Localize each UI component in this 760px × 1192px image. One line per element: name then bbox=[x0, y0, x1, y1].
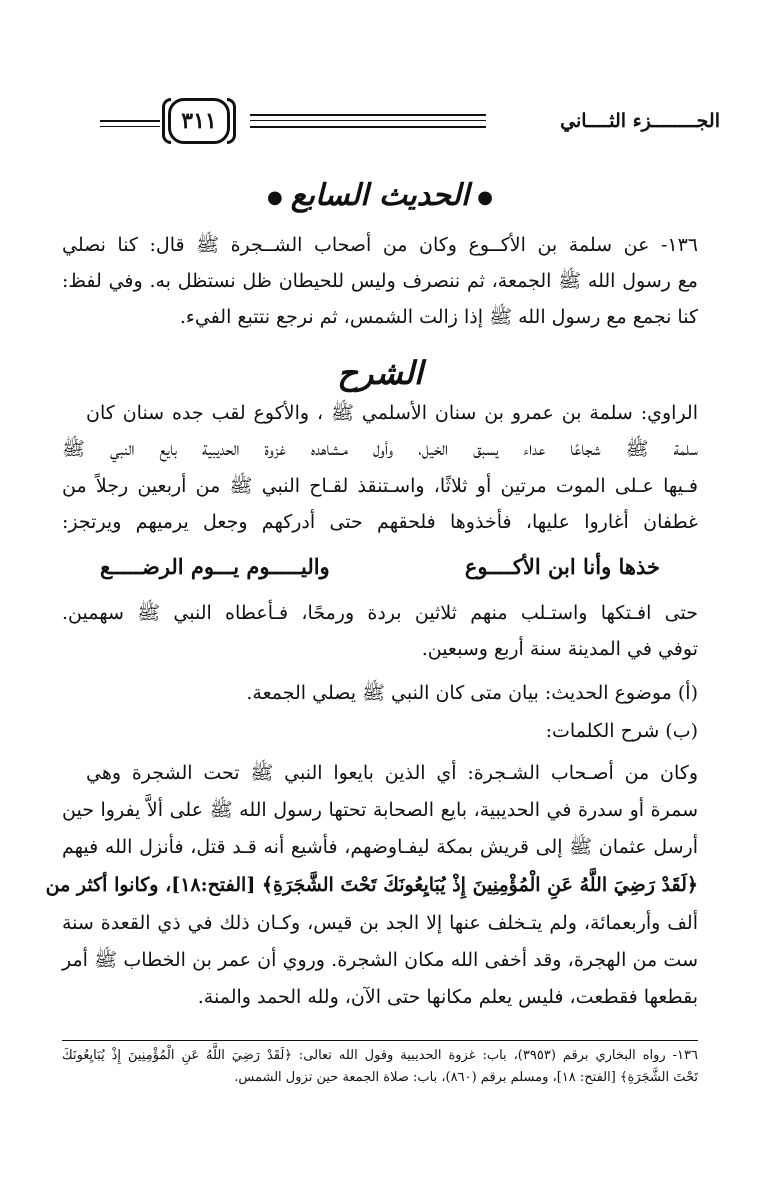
narrator-line-4: غطفان أغاروا عليها، فأخذوها فلحقهم حتى أدركهم وجعل يرميهم ويرتجز: bbox=[62, 511, 698, 533]
poem-verse bbox=[100, 554, 660, 579]
page-header bbox=[100, 96, 720, 146]
running-title: الجــــــــزء الثــــاني bbox=[560, 110, 720, 132]
header-rule-left-thin bbox=[100, 126, 160, 127]
hadith-title bbox=[0, 178, 760, 213]
header-rule-top bbox=[250, 114, 486, 116]
footnote-line-2: تَحْتَ الشَّجَرَةِ﴾ [الفتح: ١٨]، ومسلم برقم (٨٦٠)، باب: صلاة الجمعة حين تزول الشمس. bbox=[234, 1070, 698, 1085]
header-rule-left bbox=[100, 120, 160, 122]
topic-line: (أ) موضوع الحديث: بيان متى كان النبي ﷺ يصلي الجمعة. bbox=[246, 682, 698, 704]
poem-hemistich-1: خذها وأنا ابن الأكــــوع bbox=[464, 554, 660, 579]
words-line-4: ﴿لَقَدْ رَضِيَ اللَّهُ عَنِ الْمُؤْمِنِينَ إِذْ يُبَايِعُونَكَ تَحْتَ الشَّجَرَةِ﴾ [الفتح:١٨]، وكانوا أكثر من bbox=[45, 874, 698, 896]
words-line-7: بقطعها فقطعت، فليس يعلم مكانها حتى الآن، ولله الحمد والمنة. bbox=[197, 986, 698, 1008]
hadith-line-1: ١٣٦- عن سلمة بن الأكــوع وكان من أصحاب الشــجرة ﷺ قال: كنا نصلي bbox=[62, 234, 698, 256]
narrator-line-1: الراوي: سلمة بن عمرو بن سنان الأسلمي ﷺ ، والأكوع لقب جده سنان كان bbox=[86, 402, 698, 424]
hadith-line-3: كنا نجمع مع رسول الله ﷺ إذا زالت الشمس، ثم نرجع نتتبع الفيء. bbox=[179, 306, 698, 328]
words-line-3: أرسل عثمان ﷺ إلى قريش بمكة ليفـاوضهم، فأشيع أنه قـد قتل، فأنزل الله فيهم bbox=[62, 836, 698, 858]
words-line-1: وكان من أصـحاب الشـجرة: أي الذين بايعوا النبي ﷺ تحت الشجرة وهي bbox=[86, 762, 698, 784]
hadith-line-2: مع رسول الله ﷺ الجمعة، ثم ننصرف وليس للحيطان ظل نستظل به. وفي لفظ: bbox=[62, 270, 698, 292]
words-line-2: سمرة أو سدرة في الحديبية، بايع الصحابة تحتها رسول الله ﷺ على ألاَّ يفروا حين bbox=[62, 799, 698, 821]
bullet-left-icon: ● bbox=[267, 186, 283, 208]
header-rule-mid bbox=[250, 120, 486, 121]
footnote-line-1: ١٣٦- رواه البخاري برقم (٣٩٥٣)، باب: غزوة الحديبية وقول الله تعالى: ﴿لَقَدْ رَضِيَ اللَّهُ عَنِ الْمُؤْمِنِينَ إِذْ يُبَايِعُونَكَ bbox=[62, 1048, 698, 1063]
words-line-6: ست من الهجرة، وقد أخفى الله مكان الشجرة. وروي أن عمر بن الخطاب ﷺ أمر bbox=[62, 949, 698, 971]
narrator-line-3: فـيها عـلى الموت مرتين أو ثلاثًا، واسـتنقذ لقـاح النبي ﷺ من أربعين رجلاً من bbox=[62, 475, 698, 497]
header-rule-bottom bbox=[250, 126, 486, 128]
sharh-title: الشرح bbox=[337, 354, 423, 392]
poem-hemistich-2: واليـــــوم يـــوم الرضـــــع bbox=[100, 554, 330, 579]
words-line-5: ألف وأربعمائة، ولم يتـخلف عنها إلا الجد بن قيس، وكـان ذلك في ذي القعدة سنة bbox=[62, 912, 698, 934]
hadith-title-text: الحديث السابع bbox=[290, 178, 470, 213]
narrator-line-5: حتى افـتكها واستـلب منهم ثلاثين بردة ورمحًا، فـأعطاه النبي ﷺ سهمين. bbox=[62, 602, 698, 624]
words-heading: (ب) شرح الكلمات: bbox=[545, 720, 698, 742]
page-number: ٣١١ bbox=[168, 98, 230, 144]
narrator-line-6: توفي في المدينة سنة أربع وسبعين. bbox=[421, 638, 698, 660]
footnote-rule bbox=[62, 1040, 698, 1041]
bullet-right-icon: ● bbox=[477, 186, 493, 208]
narrator-line-2: سلمة ﷺ شجاعًا عداء يسبق الخيل، وأول مـشاهده غزوة الحديبية بايع النبي ﷺ bbox=[62, 438, 698, 460]
